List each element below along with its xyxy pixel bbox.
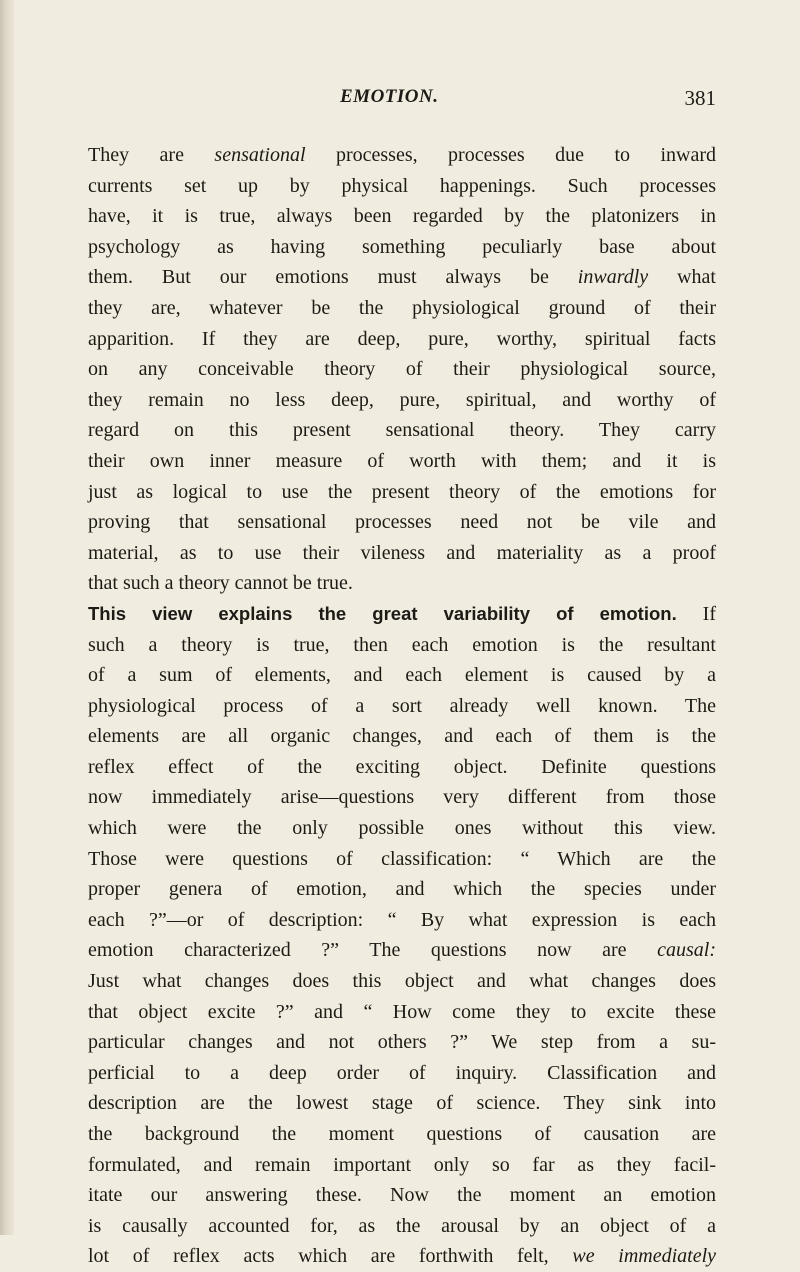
text-line xyxy=(88,935,716,966)
text-line xyxy=(88,1150,716,1181)
text-line xyxy=(88,599,716,630)
text-line xyxy=(88,1180,716,1211)
italic-text: sensational xyxy=(214,144,306,166)
text-line xyxy=(88,538,716,569)
text-segment: Just what changes does this object and what changes does xyxy=(88,970,716,993)
text-line xyxy=(88,568,716,599)
italic-text: we immediately xyxy=(572,1245,717,1268)
text-line xyxy=(88,691,716,722)
text-segment: proper genera of emotion, and which the species under xyxy=(88,878,716,901)
text-line xyxy=(88,1027,716,1058)
text-line xyxy=(88,1088,716,1119)
text-segment: apparition. If they are deep, pure, worthy, spiritual facts xyxy=(88,327,716,350)
text-segment: they remain no less deep, pure, spiritual, and worthy of xyxy=(88,388,716,411)
text-line xyxy=(88,782,716,813)
text-segment: that object excite ?” and “ How come they to excite these xyxy=(88,1000,716,1023)
text-segment: reflex effect of the exciting object. Definite questions xyxy=(88,755,716,778)
text-segment: which were the only possible ones without this view. xyxy=(88,817,716,840)
text-line xyxy=(88,507,716,538)
text-segment: them. But our emotions must always be xyxy=(88,266,578,289)
text-segment: Those were questions of classification: “ Which are the xyxy=(88,847,716,870)
italic-text: causal: xyxy=(657,939,716,962)
text-line xyxy=(88,446,716,477)
text-line xyxy=(88,324,716,355)
text-line xyxy=(88,721,716,752)
text-line xyxy=(88,1058,716,1089)
text-line xyxy=(88,905,716,936)
text-segment: processes, processes due to inward xyxy=(305,144,716,166)
text-line xyxy=(88,752,716,783)
italic-text: inwardly xyxy=(577,266,649,289)
text-line xyxy=(88,1211,716,1242)
page-gutter-shadow xyxy=(0,0,14,1235)
text-segment: just as logical to use the present theory of the emotions for xyxy=(88,480,716,503)
text-line xyxy=(88,997,716,1028)
text-line xyxy=(88,874,716,905)
text-line xyxy=(88,630,716,661)
text-segment: now immediately arise—questions very different from those xyxy=(88,786,716,809)
text-segment: what xyxy=(648,266,716,289)
text-segment: They are xyxy=(88,144,215,166)
text-line xyxy=(88,1119,716,1150)
page-header xyxy=(88,86,716,116)
book-page xyxy=(88,0,717,1268)
text-segment: emotion characterized ?” The questions now are xyxy=(88,939,658,962)
bold-heading-text: This view explains the great variability of emotion. xyxy=(88,602,677,624)
text-line xyxy=(88,262,716,293)
text-segment: proving that sensational processes need not be vile and xyxy=(88,511,716,534)
text-line xyxy=(88,201,716,232)
running-title: EMOTION. xyxy=(340,86,439,107)
text-line xyxy=(88,140,716,171)
text-line xyxy=(88,354,716,385)
text-line xyxy=(88,293,716,324)
text-segment: such a theory is true, then each emotion is the resultant xyxy=(88,633,716,656)
text-segment: they are, whatever be the physiological ground of their xyxy=(88,296,716,319)
text-line xyxy=(88,385,716,416)
text-segment: each ?”—or of description: “ By what expression is each xyxy=(88,908,716,931)
text-segment: itate our answering these. Now the moment an emotion xyxy=(88,1184,716,1207)
text-segment: their own inner measure of worth with them; and it is xyxy=(88,449,716,472)
text-line xyxy=(88,844,716,875)
text-line xyxy=(88,415,716,446)
text-line xyxy=(88,966,716,997)
text-line xyxy=(88,171,716,202)
page-number: 381 xyxy=(684,86,716,110)
text-segment: elements are all organic changes, and each of them is the xyxy=(88,725,716,748)
text-segment: the background the moment questions of causation are xyxy=(88,1123,716,1145)
text-segment: is causally accounted for, as the arousal by an object of a xyxy=(88,1214,716,1237)
text-segment: If xyxy=(676,602,716,625)
text-line xyxy=(88,813,716,844)
text-segment: regard on this present sensational theory. They carry xyxy=(88,419,716,442)
text-segment: on any conceivable theory of their physiological source, xyxy=(88,358,716,381)
text-line xyxy=(88,660,716,691)
text-segment: psychology as having something peculiarly base about xyxy=(88,235,716,258)
text-segment: formulated, and remain important only so far as they facil- xyxy=(88,1153,716,1176)
body-text xyxy=(88,140,716,1272)
text-line xyxy=(88,477,716,508)
text-line xyxy=(88,232,716,263)
text-segment: have, it is true, always been regarded by the platonizers in xyxy=(88,205,716,228)
text-segment: lot of reflex acts which are forthwith felt, xyxy=(88,1245,573,1268)
text-segment: particular changes and not others ?” We step from a su- xyxy=(88,1031,716,1054)
text-segment: currents set up by physical happenings. Such processes xyxy=(88,174,716,197)
text-segment: material, as to use their vileness and materiality as a proof xyxy=(88,541,716,564)
text-segment: of a sum of elements, and each element is caused by a xyxy=(88,664,716,687)
text-segment: description are the lowest stage of science. They sink into xyxy=(88,1092,716,1115)
text-segment: perficial to a deep order of inquiry. Classification and xyxy=(88,1061,716,1084)
text-segment: physiological process of a sort already well known. The xyxy=(88,694,716,717)
text-segment: that such a theory cannot be true. xyxy=(88,572,353,595)
text-line xyxy=(88,1241,716,1272)
